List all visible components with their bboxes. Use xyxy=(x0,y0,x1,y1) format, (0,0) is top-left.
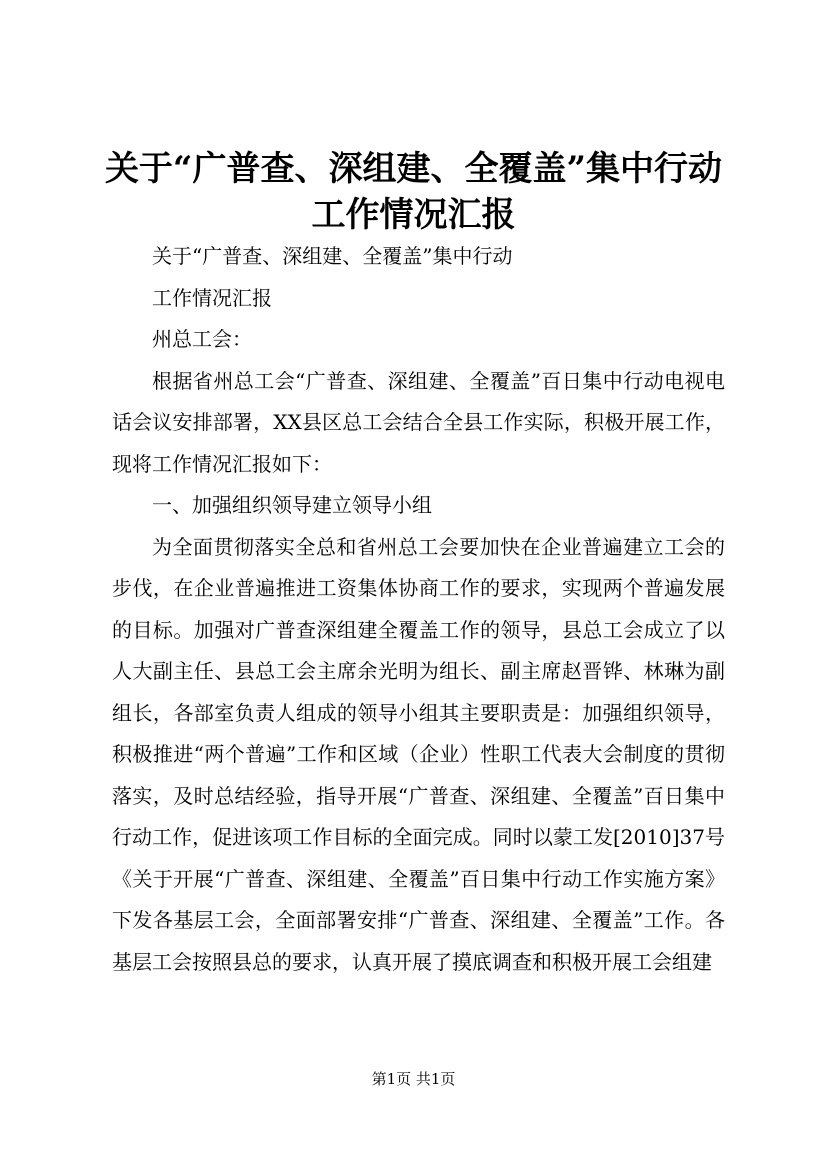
page-number-footer: 第1页 共1页 xyxy=(371,1070,456,1088)
document-title: 关于“广普查、深组建、全覆盖”集中行动工作情况汇报 xyxy=(104,149,723,235)
subtitle-line-2: 工作情况汇报 xyxy=(152,285,272,310)
salutation: 州总工会： xyxy=(152,327,252,351)
document-body xyxy=(112,236,725,983)
intro-paragraph: 根据省州总工会“广普查、深组建、全覆盖”百日集中行动电视电话会议安排部署，XX县区总工会结合全县工作实际，积极开展工作，现将工作情况汇报如下： xyxy=(112,368,725,476)
section-1-paragraph: 为全面贯彻落实全总和省州总工会要加快在企业普遍建立工会的步伐，在企业普遍推进工资集体协商工作的要求，实现两个普遍发展的目标。加强对广普查深组建全覆盖工作的领导，县总工会成立了以人大副主任、县总工会主席余光明为组长、副主席赵晋铧、林琳为副组长，各部室负责人组成的领导小组其主要职责是：加强组织领导，积极推进“两个普遍”工作和区域（企业）性职工代表大会制度的贯彻落实，及时总结经验，指导开展“广普查、深组建、全覆盖”百日集中行动工作，促进该项工作目标的全面完成。同时以蒙工发[2010]37号《关于开展“广普查、深组建、全覆盖”百日集中行动工作实施方案》下发各基层工会，全面部署安排“广普查、深组建、全覆盖”工作。各基层工会按照县总的要求，认真开展了摸底调查和积极开展工会组建 xyxy=(112,534,725,974)
subtitle-line-1: 关于“广普查、深组建、全覆盖”集中行动 xyxy=(152,244,513,268)
section-heading-1: 一、加强组织领导建立领导小组 xyxy=(152,493,432,517)
